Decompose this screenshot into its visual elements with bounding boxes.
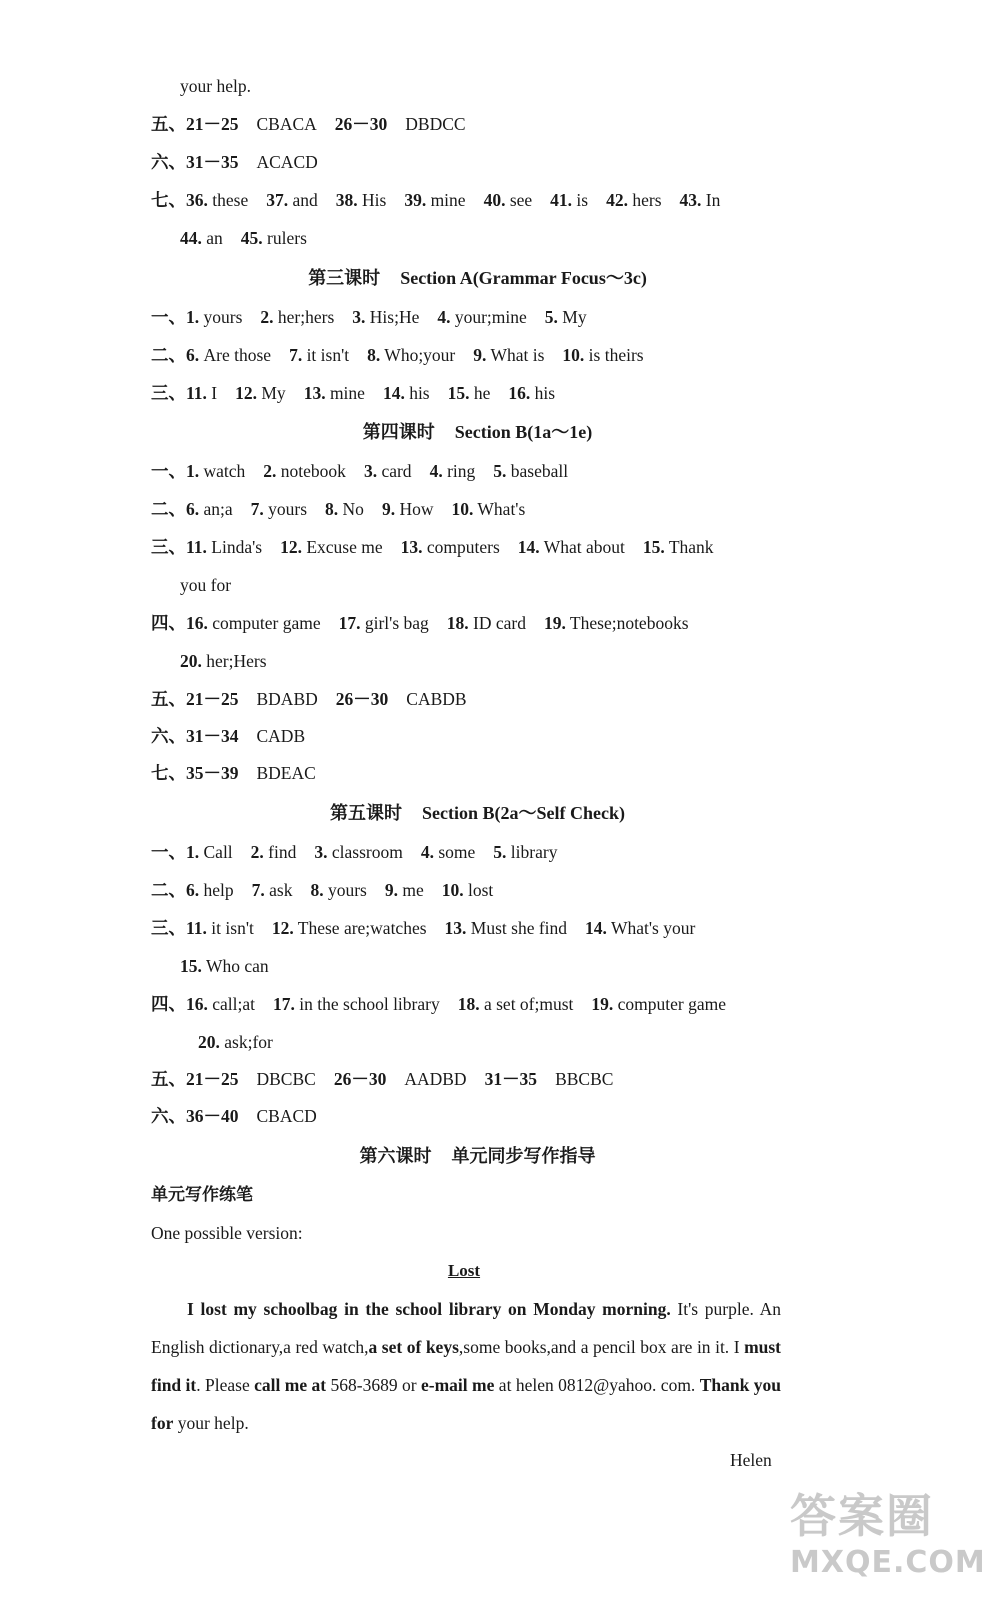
lesson4-row-3: 三、11. Linda's 12. Excuse me 13. computers 14. What about 15. Thank	[151, 537, 714, 557]
lesson3-row-3: 三、11. I 12. My 13. mine 14. his 15. he 16. his	[151, 383, 556, 403]
lesson4-heading: 第四课时 Section B(1a～1e)	[362, 422, 593, 442]
site-watermark: 答案圈 MXQE.COM	[790, 1489, 986, 1580]
lesson3-row-1: 一、1. yours 2. her;hers 3. His;He 4. your;mine 5. My	[151, 307, 587, 327]
lesson3-row-2: 二、6. Are those 7. it isn't 8. Who;your 9. What is 10. is theirs	[151, 345, 644, 365]
lesson5-row-3-cont: 15. Who can	[180, 956, 269, 976]
possible-version-label: One possible version:	[151, 1223, 303, 1243]
lesson5-row-3: 三、11. it isn't 12. These are;watches 13. Must she find 14. What's your	[151, 918, 696, 938]
lesson5-row-4-cont: 20. ask;for	[198, 1032, 273, 1052]
lesson4-row-6: 六、31－34 CADB	[151, 726, 306, 746]
lesson5-row-1: 一、1. Call 2. find 3. classroom 4. some 5. library	[151, 842, 558, 862]
lesson3-heading: 第三课时 Section A(Grammar Focus～3c)	[308, 268, 647, 288]
essay-paragraph: I lost my schoolbag in the school library on Monday morning. It's purple. An English dictionary,a red watch,a set of keys,some books,and a pencil box are in it. I must find it. Please call me at 568-3689 or e-mail me at helen 0812@yahoo. com. Thank you for your help.	[151, 1299, 782, 1433]
lesson5-row-2: 二、6. help 7. ask 8. yours 9. me 10. lost	[151, 880, 494, 900]
essay-title: Lost	[447, 1261, 481, 1280]
lesson4-row-5: 五、21－25 BDABD 26－30 CABDB	[151, 689, 467, 709]
answer-row-6: 六、31－35 ACACD	[151, 152, 318, 172]
lesson5-row-5: 五、21－25 DBCBC 26－30 AADBD 31－35 BBCBC	[151, 1069, 614, 1089]
lesson4-row-2: 二、6. an;a 7. yours 8. No 9. How 10. What's	[151, 499, 526, 519]
lesson6-heading: 第六课时 单元同步写作指导	[359, 1146, 596, 1166]
lesson5-row-4: 四、16. call;at 17. in the school library 18. a set of;must 19. computer game	[151, 994, 727, 1014]
lesson5-heading: 第五课时 Section B(2a～Self Check)	[330, 803, 625, 823]
writing-practice-heading: 单元写作练笔	[151, 1185, 253, 1204]
lesson4-row-4-cont: 20. her;Hers	[180, 651, 267, 671]
lesson4-row-1: 一、1. watch 2. notebook 3. card 4. ring 5. baseball	[151, 461, 569, 481]
essay-signature: Helen	[730, 1450, 772, 1470]
answer-row-5: 五、21－25 CBACA 26－30 DBDCC	[151, 114, 466, 134]
answer-row-7-cont: 44. an 45. rulers	[180, 228, 307, 248]
lesson4-row-3-cont: you for	[180, 575, 232, 595]
continuation-line: your help.	[180, 76, 251, 96]
answer-row-7: 七、36. these 37. and 38. His 39. mine 40. see 41. is 42. hers 43. In	[151, 190, 721, 210]
lesson4-row-4: 四、16. computer game 17. girl's bag 18. ID card 19. These;notebooks	[151, 613, 689, 633]
lesson5-row-6: 六、36－40 CBACD	[151, 1106, 317, 1126]
lesson4-row-7: 七、35－39 BDEAC	[151, 763, 316, 783]
